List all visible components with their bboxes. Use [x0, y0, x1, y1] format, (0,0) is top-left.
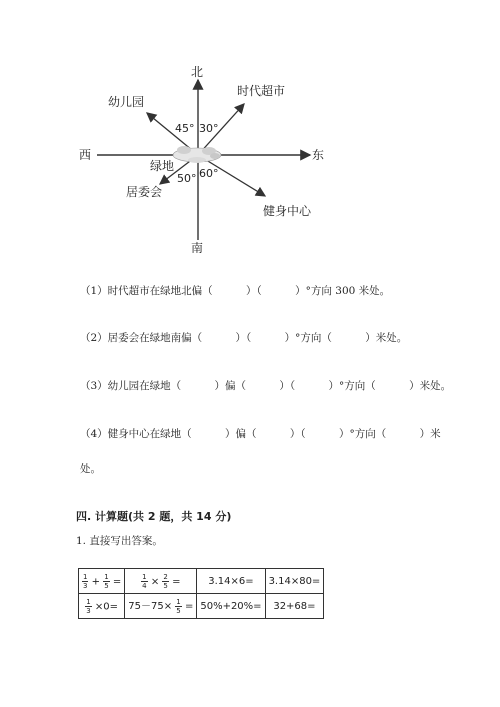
north-label: 北 [191, 65, 204, 79]
angle-ne: 30° [199, 122, 219, 135]
calc-cell: $\frac{1}{4}$ × $\frac{2}{5}$ = [125, 569, 197, 594]
question-4: （4）健身中心在绿地（ ）偏（ ）（ ）°方向（ ）米 [80, 428, 441, 440]
fraction: $\frac{1}{5}$ [176, 597, 181, 615]
calc-cell: 50%+20%= [197, 594, 265, 619]
question-3: （3）幼儿园在绿地（ ）偏（ ）（ ）°方向（ ）米处。 [80, 380, 452, 392]
calculation-table [78, 568, 324, 619]
fraction: $\frac{2}{5}$ [163, 572, 168, 590]
fraction: $\frac{1}{3}$ [86, 597, 91, 615]
west-label: 西 [79, 148, 92, 162]
kindergarten-label: 幼儿园 [108, 95, 145, 109]
angle-sw: 50° [177, 172, 197, 185]
table-row [79, 569, 324, 594]
calc-cell: 3.14×6= [197, 569, 265, 594]
committee-label: 居委会 [126, 185, 163, 199]
angle-nw: 45° [175, 122, 195, 135]
question-1: （1）时代超市在绿地北偏（ ）（ ）°方向 300 米处。 [80, 285, 391, 297]
fraction: $\frac{1}{4}$ [142, 572, 147, 590]
fraction: $\frac{1}{3}$ [83, 572, 88, 590]
fitness-label: 健身中心 [263, 204, 312, 218]
supermarket-label: 时代超市 [237, 84, 286, 98]
question-4-continued: 处。 [80, 463, 101, 475]
calc-cell: $\frac{1}{3}$ ×0= [79, 594, 125, 619]
direction-diagram [0, 0, 500, 270]
east-label: 东 [312, 148, 325, 162]
calc-cell: 75－75× $\frac{1}{5}$ = [125, 594, 197, 619]
south-label: 南 [191, 241, 204, 255]
subtitle: 1. 直接写出答案。 [76, 535, 163, 547]
green-area-icon [173, 146, 221, 163]
calc-cell: 32+68= [265, 594, 324, 619]
calc-cell: $\frac{1}{3}$ + $\frac{1}{5}$ = [79, 569, 125, 594]
angle-se: 60° [199, 167, 219, 180]
table-row [79, 594, 324, 619]
center-label: 绿地 [150, 159, 175, 173]
fraction: $\frac{1}{5}$ [104, 572, 109, 590]
section-title: 四. 计算题(共 2 题，共 14 分) [76, 510, 232, 523]
question-2: （2）居委会在绿地南偏（ ）（ ）°方向（ ）米处。 [80, 332, 408, 344]
calc-cell: 3.14×80= [265, 569, 324, 594]
